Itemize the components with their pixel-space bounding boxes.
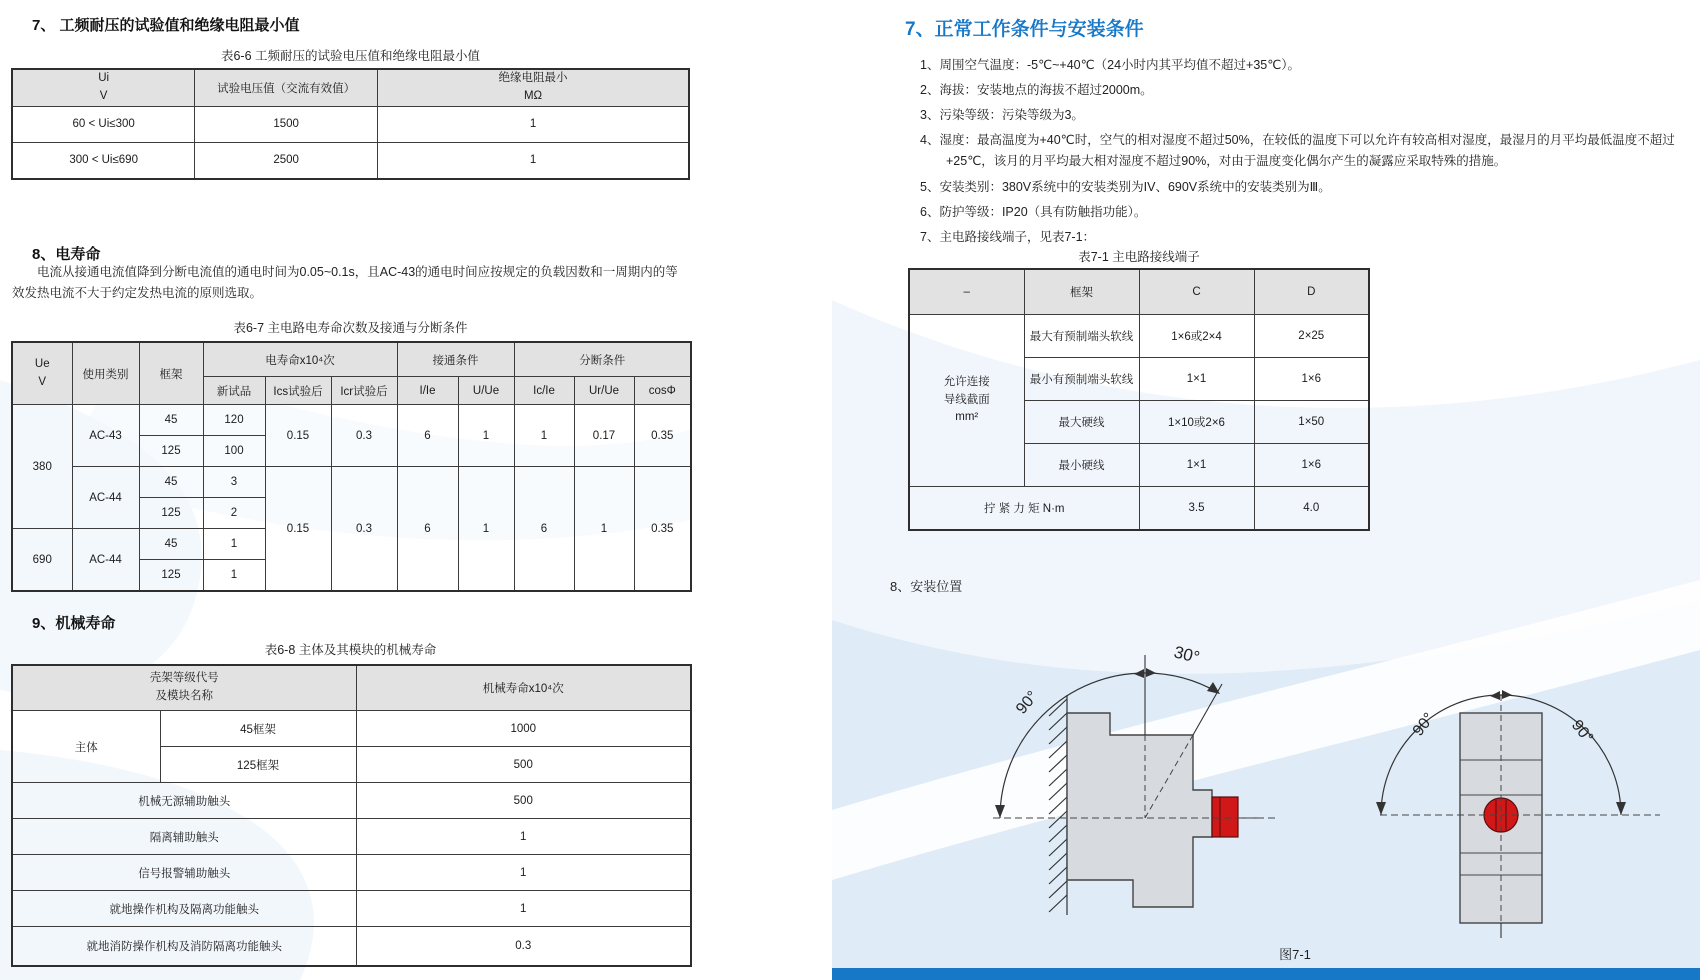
table-cell: 最小硬线	[1024, 444, 1139, 487]
table-cell: 1	[514, 405, 574, 467]
col-header-insulation-resistance: 绝缘电阻最小 MΩ	[378, 69, 689, 106]
col-header-u-ue: U/Ue	[458, 377, 514, 405]
table-cell: 690	[12, 529, 72, 592]
table-row	[12, 891, 691, 927]
section-8-heading-right: 8、安装位置	[890, 579, 963, 594]
table-row	[12, 142, 689, 179]
arrowhead	[1134, 669, 1144, 678]
table-cell: 6	[397, 467, 458, 592]
section-9-heading-left: 9、机械寿命	[32, 615, 116, 632]
angle-label-30: 30°	[1172, 642, 1202, 668]
table-cell: 2500	[195, 142, 378, 179]
angle-label-90-left: 90°	[1409, 709, 1439, 740]
table-cell: 500	[356, 747, 691, 783]
table-row	[12, 819, 691, 855]
arrowhead	[1616, 802, 1626, 815]
table-cell: 120	[203, 405, 265, 436]
table-cell: 1×1	[1139, 444, 1254, 487]
table-row	[12, 405, 691, 436]
col-header-mechanical-life: 机械寿命x10⁴次	[356, 665, 691, 711]
list-item: 7、主电路接线端子，见表7-1：	[920, 230, 1096, 244]
arrowhead	[995, 805, 1005, 818]
col-header-c: C	[1139, 269, 1254, 315]
bottom-accent-bar	[832, 968, 1700, 980]
table-cell: 3.5	[1139, 487, 1254, 531]
table-cell: 125框架	[160, 747, 356, 783]
table-row	[12, 467, 691, 498]
arrowhead	[1376, 802, 1386, 815]
breaker-body-side	[1067, 713, 1212, 907]
table-cell: 1	[458, 405, 514, 467]
table-cell: 就地消防操作机构及消防隔离功能触头	[12, 927, 356, 967]
list-item: 5、安装类别：380V系统中的安装类别为IV、690V系统中的安装类别为Ⅲ。	[920, 180, 1331, 194]
figure-7-1-caption: 图7-1	[1279, 947, 1311, 962]
table-cell: 1	[356, 855, 691, 891]
table-cell: 信号报警辅助触头	[12, 855, 356, 891]
table-cell: 0.15	[265, 467, 331, 592]
table-cell: 4.0	[1254, 487, 1369, 531]
table-row	[12, 106, 689, 142]
col-header-new-sample: 新试品	[203, 377, 265, 405]
arc-30	[1145, 673, 1217, 692]
table-cell: 1×6	[1254, 358, 1369, 401]
table-cell: 1	[378, 142, 689, 179]
list-item: 4、湿度：最高温度为+40℃时，空气的相对湿度不超过50%，在较低的温度下可以允许有较高相对湿度，最湿月的月平均最低温度不超过+25℃，该月的月平均最大相对湿度不超过90%，对由于温度变化偶尔产生的凝露应采取特殊的措施。	[920, 133, 1675, 168]
list-item: 6、防护等级：IP20（具有防触指功能）。	[920, 205, 1147, 219]
table-cell: AC-44	[72, 467, 139, 529]
table-cell: 最大硬线	[1024, 401, 1139, 444]
table-cell: 100	[203, 436, 265, 467]
table-cell: 500	[356, 783, 691, 819]
table-cell: 最大有预制端头软线	[1024, 315, 1139, 358]
table-cell: 0.17	[574, 405, 634, 467]
table-cell: 1×1	[1139, 358, 1254, 401]
arrowhead	[1146, 668, 1156, 677]
wall-hatch	[1049, 695, 1067, 915]
table-cell: 125	[139, 498, 203, 529]
installation-side-view-diagram	[945, 595, 1315, 925]
table-cell: 0.35	[634, 405, 691, 467]
col-header-utilization-category: 使用类别	[72, 342, 139, 405]
table-cell: 1500	[195, 106, 378, 142]
table-cell: 125	[139, 436, 203, 467]
table-cell: 6	[514, 467, 574, 592]
table-cell: 45	[139, 467, 203, 498]
col-header-making-conditions: 接通条件	[397, 342, 514, 377]
table-row	[12, 927, 691, 967]
list-item: 2、海拔：安装地点的海拔不超过2000m。	[920, 83, 1153, 97]
table-cell: AC-44	[72, 529, 139, 592]
table-cell: 1	[356, 891, 691, 927]
table-cell: 45框架	[160, 711, 356, 747]
col-header-d: D	[1254, 269, 1369, 315]
table-cell: 主体	[12, 711, 160, 783]
angle-label-90: 90°	[1013, 688, 1042, 718]
operating-conditions-list	[920, 55, 1692, 252]
section-8-heading-left: 8、电寿命	[32, 246, 101, 263]
table-cell: 125	[139, 560, 203, 592]
table-cell: 60 < Ui≤300	[12, 106, 195, 142]
table-cell: 1	[378, 106, 689, 142]
table-cell: 3	[203, 467, 265, 498]
installation-front-view-diagram	[1365, 595, 1675, 940]
col-header-ur-ue: Ur/Ue	[574, 377, 634, 405]
table-cell-conductor-section: 允许连接 导线截面 mm²	[909, 315, 1024, 487]
table-row	[12, 783, 691, 819]
table-6-7	[11, 341, 692, 592]
table-cell: 1	[356, 819, 691, 855]
col-header-frame: 框架	[139, 342, 203, 405]
table-cell: 6	[397, 405, 458, 467]
list-item: 1、周围空气温度：-5℃~+40℃（24小时内其平均值不超过+35℃）。	[920, 58, 1301, 72]
table-cell: 0.3	[331, 405, 397, 467]
col-header-ue: Ue V	[12, 342, 72, 405]
table-cell: 隔离辅助触头	[12, 819, 356, 855]
table-row	[12, 855, 691, 891]
table-cell: 300 < Ui≤690	[12, 142, 195, 179]
table-6-8	[11, 664, 692, 967]
table-cell: 0.3	[331, 467, 397, 592]
list-item: 3、污染等级：污染等级为3。	[920, 108, 1084, 122]
col-header-cos-phi: cosΦ	[634, 377, 691, 405]
table-cell: 就地操作机构及隔离功能触头	[12, 891, 356, 927]
col-header-frame-module-name: 壳架等级代号 及模块名称	[12, 665, 356, 711]
table-cell: 1	[203, 529, 265, 560]
table-6-6-caption: 表6-6 工频耐压的试验电压值和绝缘电阻最小值	[220, 49, 481, 63]
table-cell: 45	[139, 405, 203, 436]
table-7-1-caption: 表7-1 主电路接线端子	[1078, 250, 1200, 264]
arrowhead	[1502, 690, 1512, 699]
table-cell: 0.15	[265, 405, 331, 467]
table-6-7-caption: 表6-7 主电路电寿命次数及接通与分断条件	[233, 321, 468, 335]
col-header-frame: 框架	[1024, 269, 1139, 315]
table-row	[909, 487, 1369, 531]
angle-label-90-right: 90°	[1567, 716, 1597, 747]
col-header-test-voltage: 试验电压值（交流有效值）	[195, 69, 378, 106]
table-cell: 1	[458, 467, 514, 592]
table-cell: 1×6	[1254, 444, 1369, 487]
red-handle	[1212, 797, 1238, 837]
table-row	[12, 711, 691, 747]
table-cell: AC-43	[72, 405, 139, 467]
section-7-heading-left: 7、 工频耐压的试验值和绝缘电阻最小值	[32, 17, 300, 34]
table-cell: 380	[12, 405, 72, 529]
col-header-dash: –	[909, 269, 1024, 315]
col-header-after-icr: Icr试验后	[331, 377, 397, 405]
electrical-life-paragraph: 电流从接通电流值降到分断电流值的通电时间为0.05~0.1s，且AC-43的通电时间应按规定的负载因数和一周期内的等效发热电流不大于约定发热电流的原则选取。	[12, 265, 678, 300]
table-cell: 0.3	[356, 927, 691, 967]
table-7-1	[908, 268, 1370, 531]
col-header-after-ics: Ics试验后	[265, 377, 331, 405]
table-cell: 2	[203, 498, 265, 529]
table-6-6	[11, 68, 690, 180]
table-cell: 1	[203, 560, 265, 592]
section-7-heading-right: 7、正常工作条件与安装条件	[905, 19, 1144, 40]
table-cell: 1×10或2×6	[1139, 401, 1254, 444]
table-row	[909, 315, 1369, 358]
arrowhead	[1490, 691, 1500, 700]
table-cell: 1000	[356, 711, 691, 747]
table-cell: 1×6或2×4	[1139, 315, 1254, 358]
table-cell: 最小有预制端头软线	[1024, 358, 1139, 401]
table-cell: 0.35	[634, 467, 691, 592]
table-cell: 2×25	[1254, 315, 1369, 358]
table-cell: 45	[139, 529, 203, 560]
table-cell: 1	[574, 467, 634, 592]
col-header-ui: Ui V	[12, 69, 195, 106]
col-header-i-ie: I/Ie	[397, 377, 458, 405]
col-header-ic-ie: Ic/Ie	[514, 377, 574, 405]
col-header-breaking-conditions: 分断条件	[514, 342, 691, 377]
table-6-8-caption: 表6-8 主体及其模块的机械寿命	[264, 643, 437, 657]
table-cell: 机械无源辅助触头	[12, 783, 356, 819]
table-cell: 1×50	[1254, 401, 1369, 444]
table-cell-torque-label: 拧 紧 力 矩 N·m	[909, 487, 1139, 531]
col-header-electrical-life: 电寿命x10⁴次	[203, 342, 397, 377]
